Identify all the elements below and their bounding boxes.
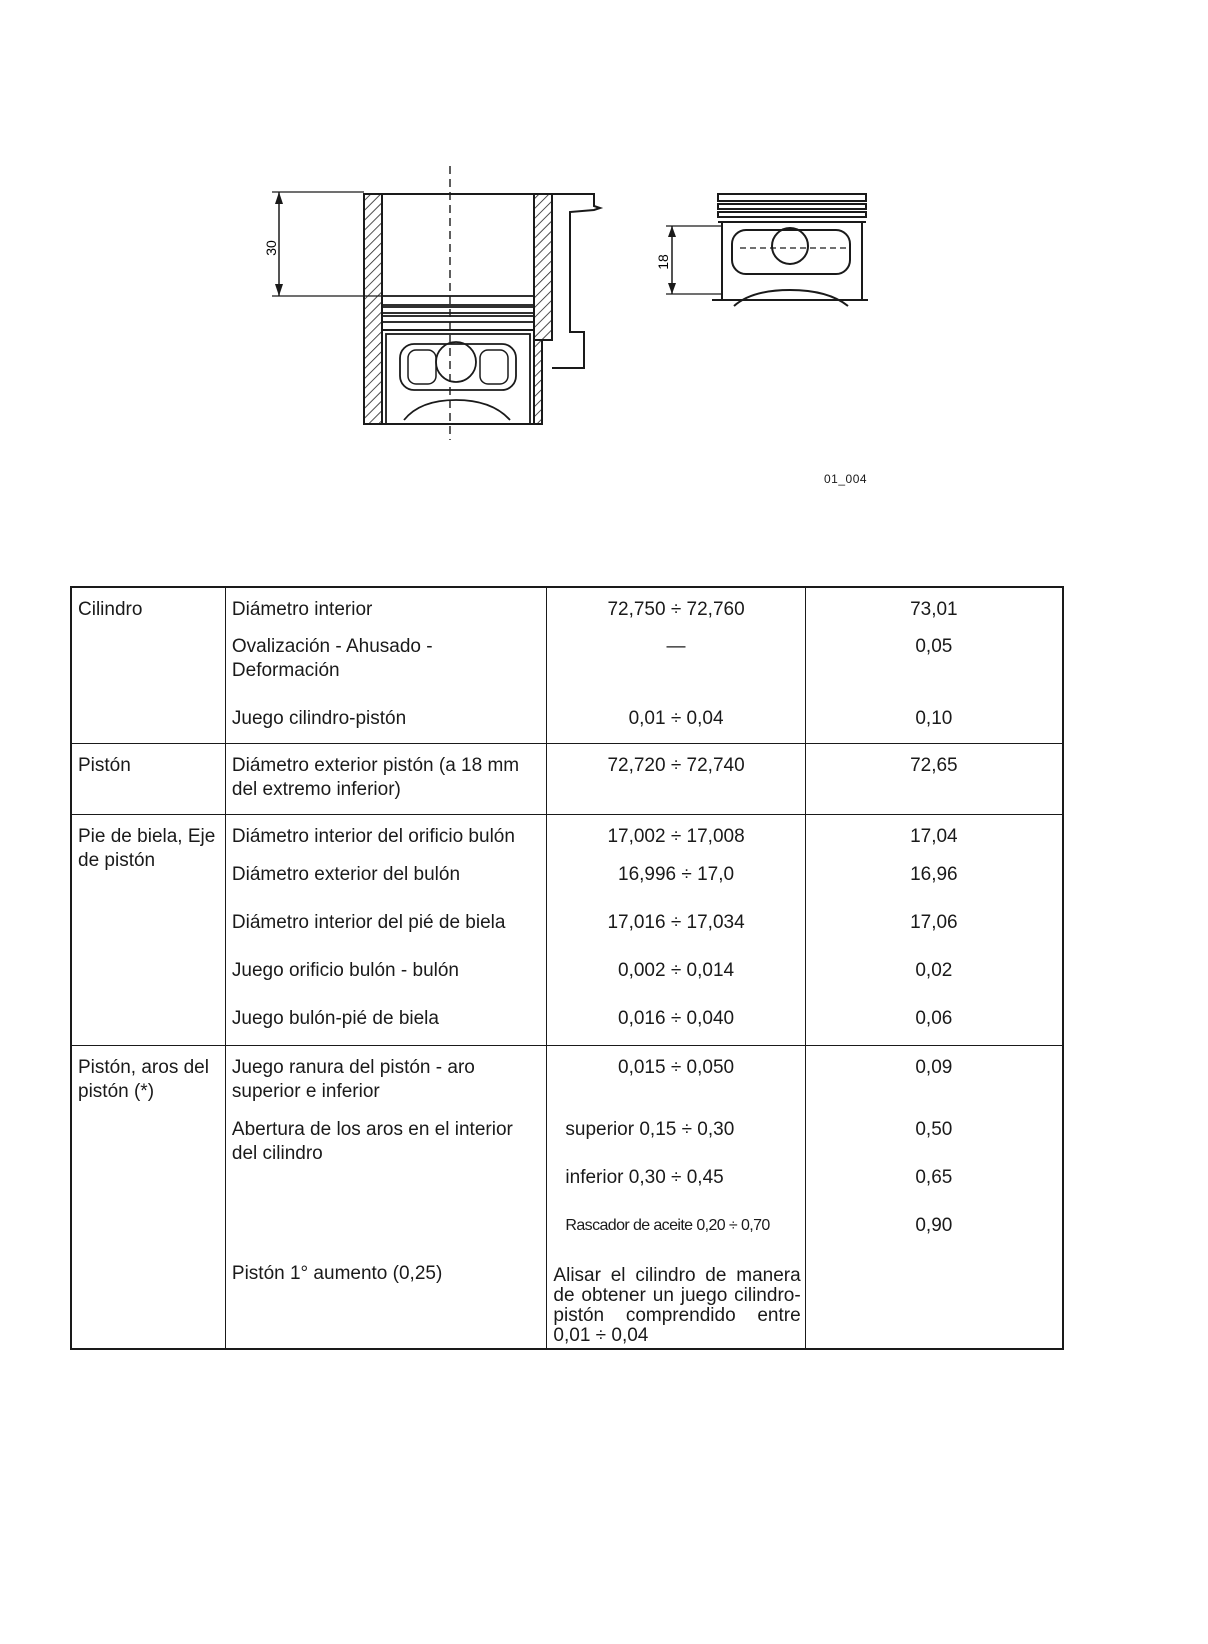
note-cell: Alisar el cilindro de manera de obtener un juego cilindro-pistón comprendido entre 0,01 ÷ 0,04 <box>553 1265 801 1346</box>
desc-cell: Diámetro exterior pistón (a 18 mm del extremo inferior) <box>231 755 520 800</box>
nominal-cell: 0,002 ÷ 0,014 <box>618 960 735 981</box>
nominal-cell: 0,015 ÷ 0,050 <box>618 1057 735 1078</box>
desc-cell: Juego ranura del pistón - aro superior e inferior <box>231 1057 475 1102</box>
limit-cell: 0,02 <box>915 960 953 981</box>
limit-cell: 16,96 <box>910 864 958 885</box>
limit-cell: 17,06 <box>910 912 958 933</box>
desc-cell: Juego cilindro-pistón <box>231 708 407 729</box>
desc-cell: Diámetro exterior del bulón <box>231 864 461 885</box>
nominal-cell: inferior 0,30 ÷ 0,45 <box>565 1167 724 1188</box>
spec-table <box>70 586 1064 1350</box>
limit-cell: 0,50 <box>915 1119 953 1140</box>
limit-cell: 0,05 <box>915 636 953 657</box>
nominal-cell: 72,720 ÷ 72,740 <box>607 755 745 776</box>
desc-cell: Diámetro interior del pié de biela <box>231 912 506 933</box>
dim-18-label: 18 <box>655 254 671 270</box>
table-row <box>71 744 1063 815</box>
figure-code: 01_004 <box>824 472 868 486</box>
limit-cell: 0,09 <box>915 1057 953 1078</box>
nominal-cell: 17,002 ÷ 17,008 <box>607 826 745 847</box>
category-cell: Cilindro <box>71 587 225 744</box>
desc-cell: Abertura de los aros en el interior del cilindro <box>231 1119 513 1164</box>
category-cell: Pie de biela, Eje de pistón <box>71 815 225 1046</box>
desc-cell: Juego orificio bulón - bulón <box>231 960 459 981</box>
limit-cell: 72,65 <box>910 755 958 776</box>
desc-cell: Juego bulón-pié de biela <box>231 1008 439 1029</box>
piston-detail <box>666 194 868 306</box>
table-row <box>71 815 1063 1046</box>
nominal-cell: 0,016 ÷ 0,040 <box>618 1008 735 1029</box>
nominal-cell: Rascador de aceite 0,20 ÷ 0,70 <box>565 1217 770 1234</box>
table-row <box>71 1046 1063 1350</box>
category-cell: Pistón, aros del pistón (*) <box>78 1057 209 1102</box>
cylinder-section <box>272 192 600 424</box>
dim-30-label: 30 <box>263 240 279 256</box>
limit-cell: 0,90 <box>915 1215 953 1236</box>
limit-cell: 0,10 <box>915 708 953 729</box>
limit-cell: 0,06 <box>915 1008 953 1029</box>
nominal-cell: 0,01 ÷ 0,04 <box>628 708 724 729</box>
limit-cell: 73,01 <box>910 599 958 620</box>
category-cell: Pistón <box>71 744 225 815</box>
desc-cell: Diámetro interior del orificio bulón <box>231 826 515 847</box>
desc-cell: Pistón 1° aumento (0,25) <box>231 1263 443 1284</box>
table-row <box>71 587 1063 744</box>
desc-cell: Diámetro interior <box>231 599 373 620</box>
nominal-cell: 16,996 ÷ 17,0 <box>618 864 735 885</box>
limit-cell: 17,04 <box>910 826 958 847</box>
nominal-cell: 72,750 ÷ 72,760 <box>607 599 745 620</box>
nominal-cell: — <box>666 636 686 657</box>
desc-cell: Ovalización - Ahusado - Deformación <box>231 636 433 681</box>
nominal-cell: 17,016 ÷ 17,034 <box>607 912 745 933</box>
nominal-cell: superior 0,15 ÷ 0,30 <box>565 1119 735 1140</box>
piston-cylinder-drawing <box>0 0 1208 520</box>
limit-cell: 0,65 <box>915 1167 953 1188</box>
